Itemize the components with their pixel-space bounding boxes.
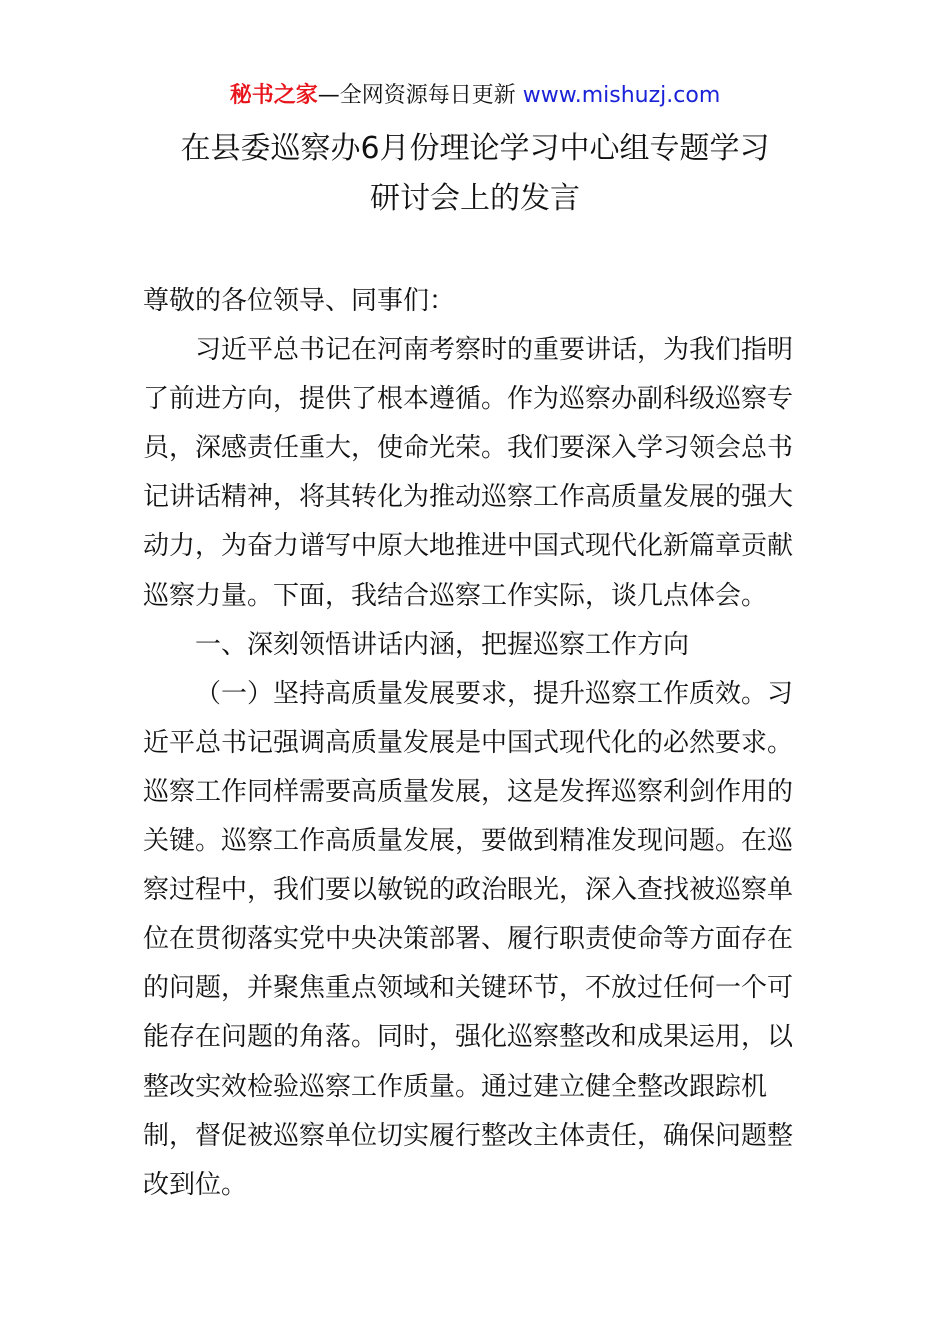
paragraph-line: （一）坚持高质量发展要求，提升巡察工作质效。习 <box>195 678 794 709</box>
paragraph-line: 位在贯彻落实党中央决策部署、履行职责使命等方面存在 <box>143 924 794 955</box>
section-heading-text: 一、深刻领悟讲话内涵，把握巡察工作方向 <box>195 629 690 660</box>
site-url-link[interactable]: www.mishuzj.com <box>522 83 721 108</box>
paragraph-line: 整改实效检验巡察工作质量。通过建立健全整改跟踪机 <box>143 1071 768 1102</box>
paragraph-line: 员，深感责任重大，使命光荣。我们要深入学习领会总书 <box>143 433 794 464</box>
subsection-paragraph <box>143 670 813 1210</box>
paragraph-line: 近平总书记强调高质量发展是中国式现代化的必然要求。 <box>143 727 794 758</box>
paragraph-line: 动力，为奋力谱写中原大地推进中国式现代化新篇章贡献 <box>143 531 794 562</box>
paragraph-line: 巡察力量。下面，我结合巡察工作实际，谈几点体会。 <box>143 580 768 611</box>
paragraph-1 <box>143 326 813 621</box>
header-tagline: —全网资源每日更新 <box>317 83 523 108</box>
paragraph-line: 了前进方向，提供了根本遵循。作为巡察办副科级巡察专 <box>143 384 794 415</box>
title-line-1: 在县委巡察办6月份理论学习中心组专题学习 <box>180 131 770 166</box>
salutation <box>143 277 813 326</box>
paragraph-line: 能存在问题的角落。同时，强化巡察整改和成果运用，以 <box>143 1022 794 1053</box>
brand-name: 秘书之家 <box>229 83 318 108</box>
site-header <box>0 80 950 112</box>
paragraph-line: 改到位。 <box>143 1169 248 1200</box>
paragraph-line: 巡察工作同样需要高质量发展，这是发挥巡察利剑作用的 <box>143 776 794 807</box>
section-heading <box>143 621 813 670</box>
title-line-2: 研讨会上的发言 <box>370 181 580 216</box>
salutation-text: 尊敬的各位领导、同事们： <box>143 286 456 316</box>
paragraph-line: 制，督促被巡察单位切实履行整改主体责任，确保问题整 <box>143 1120 794 1151</box>
paragraph-line: 记讲话精神，将其转化为推动巡察工作高质量发展的强大 <box>143 482 794 513</box>
paragraph-line: 关键。巡察工作高质量发展，要做到精准发现问题。在巡 <box>143 826 794 857</box>
document-title <box>100 124 850 224</box>
paragraph-line: 的问题，并聚焦重点领域和关键环节，不放过任何一个可 <box>143 973 794 1004</box>
document-body <box>143 277 813 1210</box>
paragraph-line: 察过程中，我们要以敏锐的政治眼光，深入查找被巡察单 <box>143 875 794 906</box>
paragraph-line: 习近平总书记在河南考察时的重要讲话，为我们指明 <box>195 335 794 366</box>
